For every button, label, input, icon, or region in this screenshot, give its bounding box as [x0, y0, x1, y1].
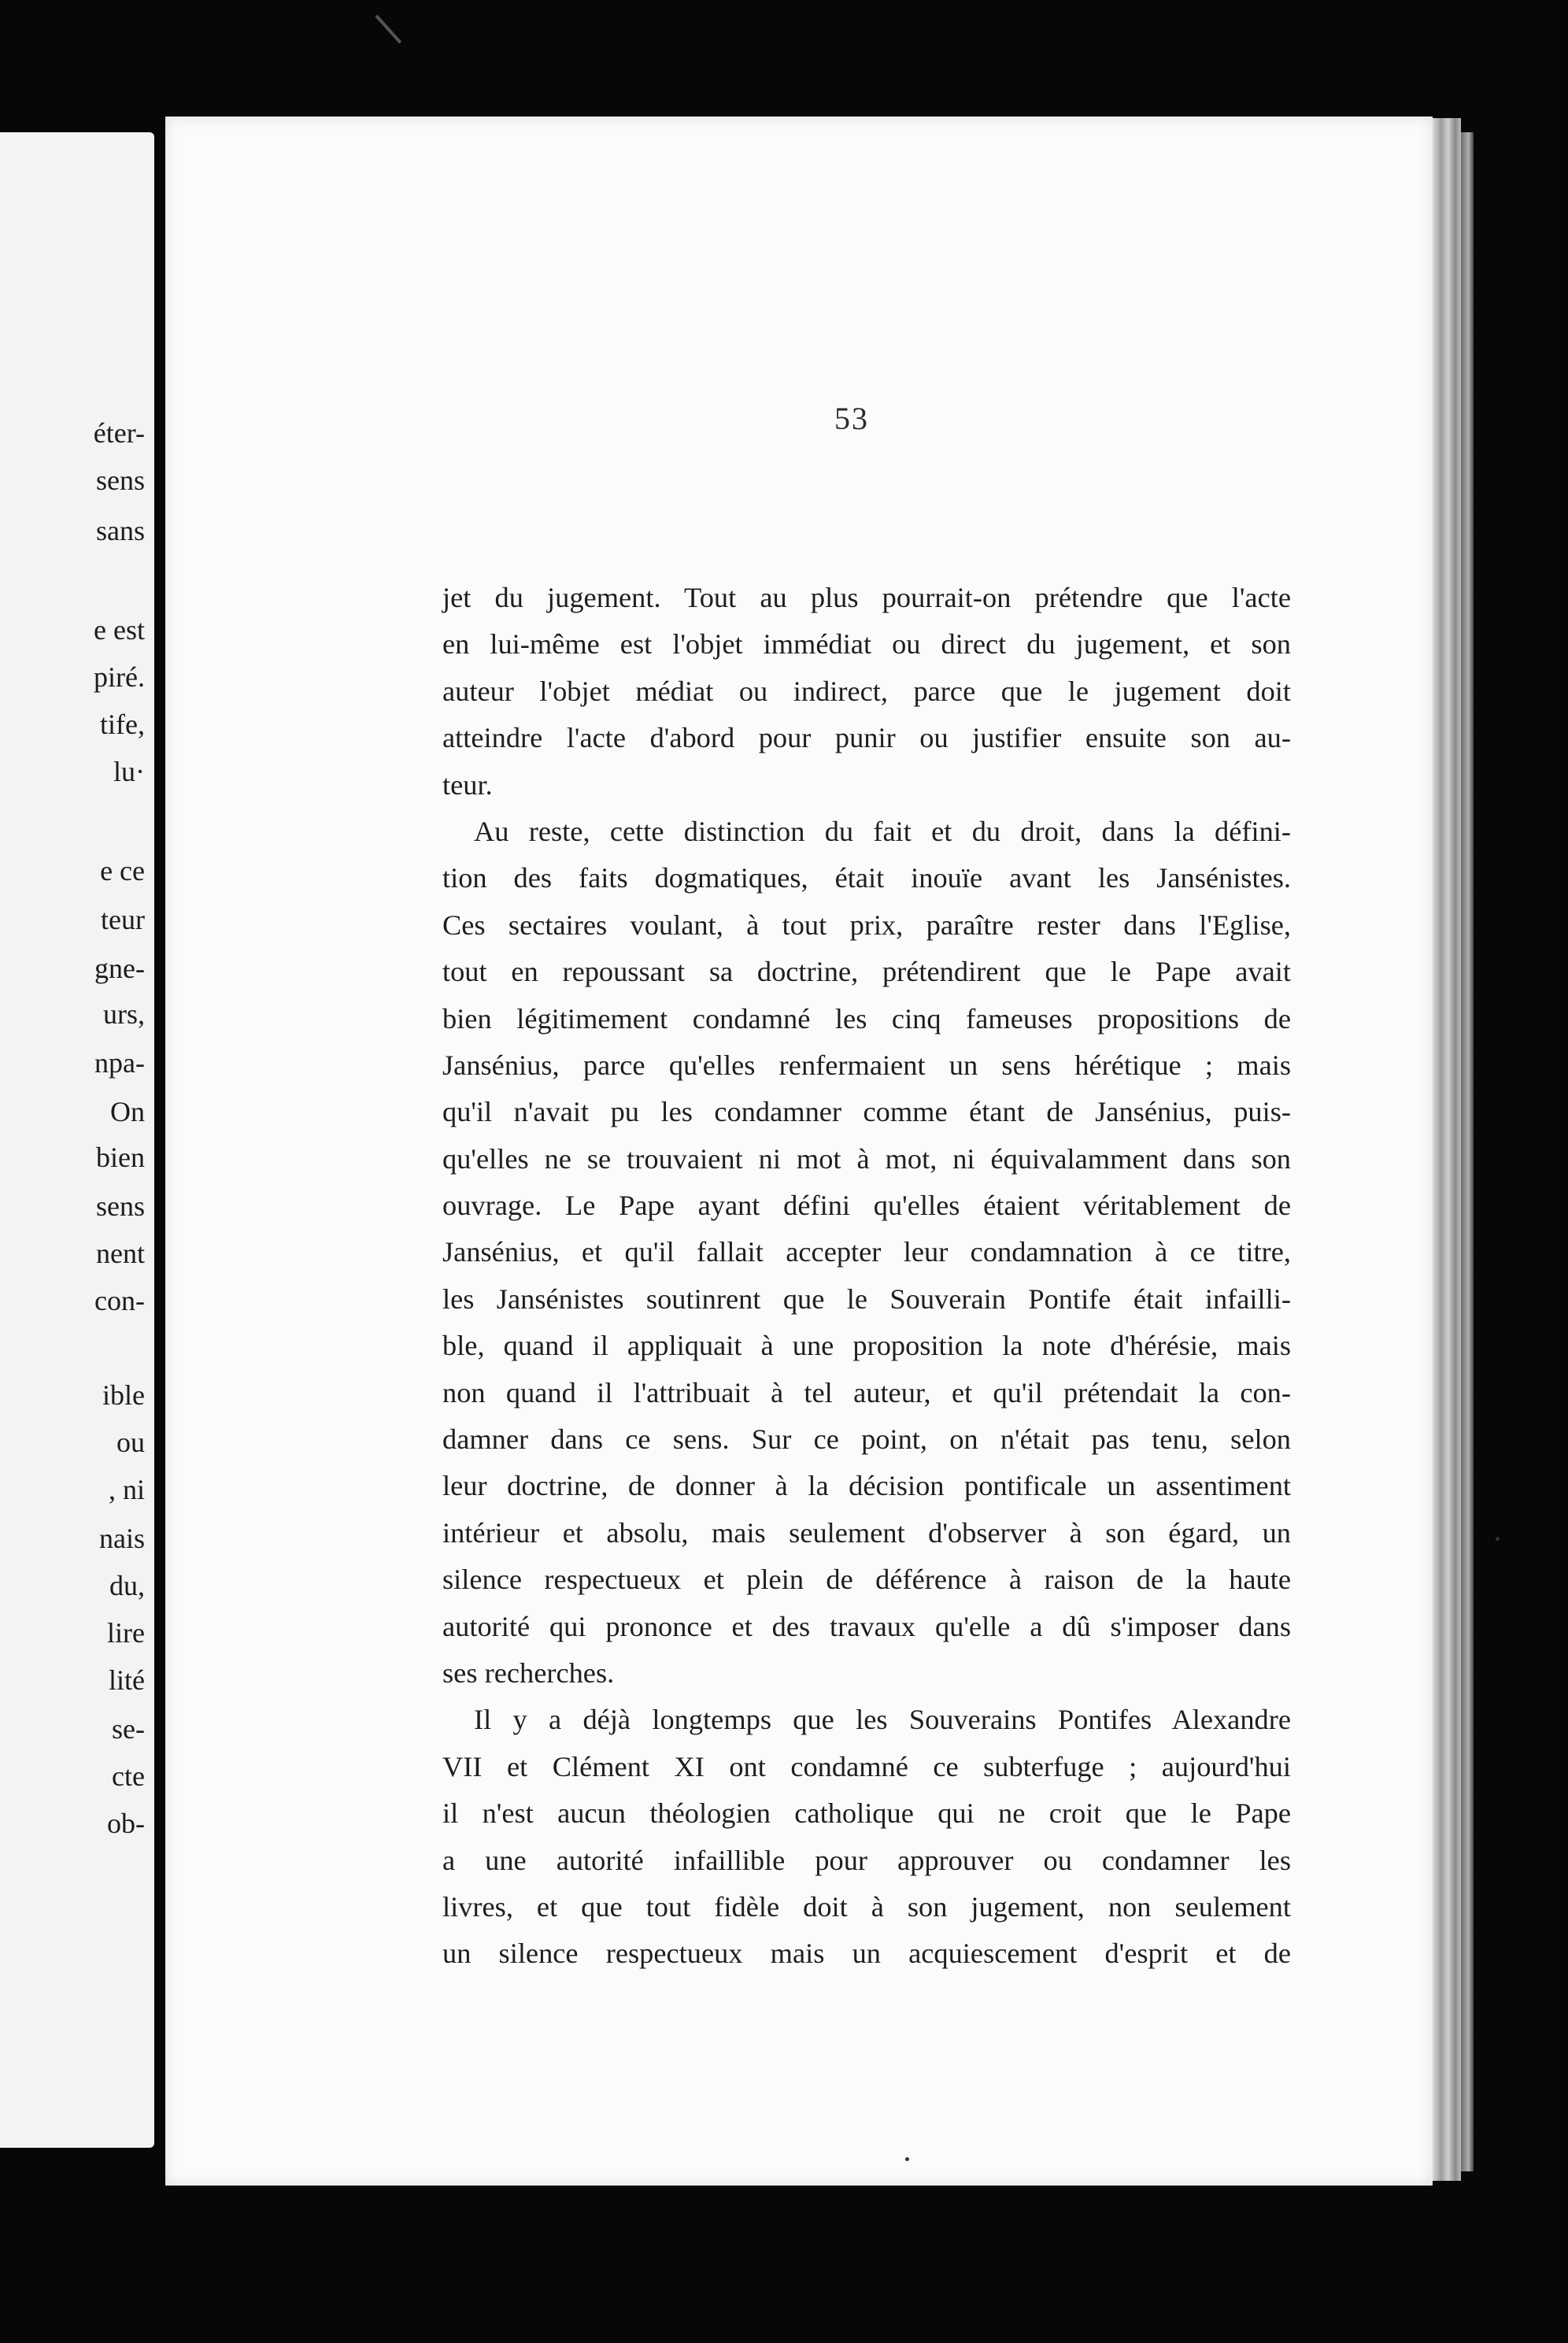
- facing-page-line: con-: [94, 1285, 145, 1316]
- facing-page-line: sans: [96, 515, 145, 546]
- facing-page-line: nent: [96, 1238, 145, 1269]
- text-line: atteindre l'acte d'abord pour punir ou justifier ensuite son au-: [442, 722, 1291, 754]
- book-page: [165, 117, 1433, 2186]
- text-line: ses recherches.: [442, 1656, 615, 1689]
- facing-page-line: gne-: [94, 953, 145, 984]
- text-line: autorité qui prononce et des travaux qu'elle a dû s'imposer dans: [442, 1610, 1291, 1642]
- text-line: ouvrage. Le Pape ayant défini qu'elles étaient véritablement de: [442, 1190, 1291, 1222]
- page-number: 53: [834, 401, 869, 436]
- facing-page-line: piré.: [94, 661, 145, 693]
- scan-fiber-mark: [375, 15, 402, 44]
- text-line: qu'il n'avait pu les condamner comme étant de Jansénius, puis-: [442, 1096, 1291, 1128]
- text-line: livres, et que tout fidèle doit à son jugement, non seulement: [442, 1890, 1291, 1923]
- facing-page-left: [0, 132, 154, 2148]
- book-cover-edge: [1461, 132, 1474, 2171]
- facing-page-line: nais: [99, 1523, 145, 1554]
- text-line: damner dans ce sens. Sur ce point, on n'était pas tenu, selon: [442, 1423, 1291, 1456]
- text-line: tion des faits dogmatiques, était inouïe avant les Jansénistes.: [442, 862, 1291, 894]
- facing-page-line: tife,: [100, 709, 145, 740]
- text-line: non quand il l'attribuait à tel auteur, et qu'il prétendait la con-: [442, 1376, 1291, 1408]
- text-line: ble, quand il appliquait à une proposition la note d'hérésie, mais: [442, 1330, 1291, 1362]
- facing-page-line: cte: [112, 1760, 145, 1792]
- facing-page-line: se-: [112, 1713, 145, 1745]
- text-line: les Jansénistes soutinrent que le Souverain Pontife était infailli-: [442, 1283, 1291, 1315]
- text-line: il n'est aucun théologien catholique qui ne croit que le Pape: [442, 1797, 1291, 1830]
- text-line: intérieur et absolu, mais seulement d'observer à son égard, un: [442, 1516, 1291, 1549]
- facing-page-line: bien: [96, 1142, 145, 1173]
- facing-page-line: du,: [109, 1570, 145, 1601]
- text-line: leur doctrine, de donner à la décision pontificale un assentiment: [442, 1470, 1291, 1502]
- facing-page-line: teur: [101, 904, 145, 935]
- facing-page-line: e est: [94, 614, 145, 646]
- text-line: teur.: [442, 768, 493, 801]
- facing-page-line: On: [110, 1096, 145, 1127]
- facing-page-line: éter-: [93, 417, 145, 449]
- text-line: auteur l'objet médiat ou indirect, parce que le jugement doit: [442, 675, 1291, 707]
- facing-page-line: lité: [109, 1664, 145, 1696]
- text-line: Il y a déjà longtemps que les Souverains Pontifes Alexandre: [474, 1704, 1291, 1736]
- text-line: silence respectueux et plein de déférence à raison de la haute: [442, 1564, 1291, 1596]
- page-body-text: [442, 575, 1291, 1978]
- text-line: Jansénius, parce qu'elles renfermaient un sens hérétique ; mais: [442, 1049, 1291, 1081]
- facing-page-line: urs,: [103, 998, 145, 1030]
- scan-speck: [905, 2157, 909, 2161]
- facing-page-line: ob-: [107, 1808, 145, 1839]
- text-line: Jansénius, et qu'il fallait accepter leur condamnation à ce titre,: [442, 1236, 1291, 1268]
- facing-page-line: e ce: [100, 855, 145, 886]
- facing-page-line: lu·: [113, 756, 145, 787]
- text-line: qu'elles ne se trouvaient ni mot à mot, ni équivalamment dans son: [442, 1142, 1291, 1175]
- text-line: tout en repoussant sa doctrine, prétendirent que le Pape avait: [442, 956, 1291, 988]
- text-line: a une autorité infaillible pour approuver ou condamner les: [442, 1844, 1291, 1876]
- text-line: un silence respectueux mais un acquiescement d'esprit et de: [442, 1938, 1291, 1970]
- facing-page-line: , ni: [108, 1474, 145, 1505]
- facing-page-line: sens: [96, 1190, 145, 1222]
- text-line: bien légitimement condamné les cinq fameuses propositions de: [442, 1002, 1291, 1035]
- facing-page-line: ible: [102, 1379, 145, 1411]
- text-line: Au reste, cette distinction du fait et du droit, dans la défini-: [474, 815, 1291, 847]
- facing-page-line: ou: [116, 1427, 145, 1458]
- text-line: en lui-même est l'objet immédiat ou direct du jugement, et son: [442, 628, 1291, 661]
- facing-page-line: lire: [107, 1617, 145, 1649]
- facing-page-line: sens: [96, 465, 145, 496]
- scan-speck: [1496, 1537, 1500, 1541]
- facing-page-line: npa-: [94, 1047, 145, 1079]
- page-edge-stack: [1433, 118, 1461, 2181]
- text-line: jet du jugement. Tout au plus pourrait-on prétendre que l'acte: [442, 582, 1291, 613]
- text-line: VII et Clément XI ont condamné ce subterfuge ; aujourd'hui: [442, 1750, 1291, 1782]
- text-line: Ces sectaires voulant, à tout prix, paraître rester dans l'Eglise,: [442, 909, 1291, 941]
